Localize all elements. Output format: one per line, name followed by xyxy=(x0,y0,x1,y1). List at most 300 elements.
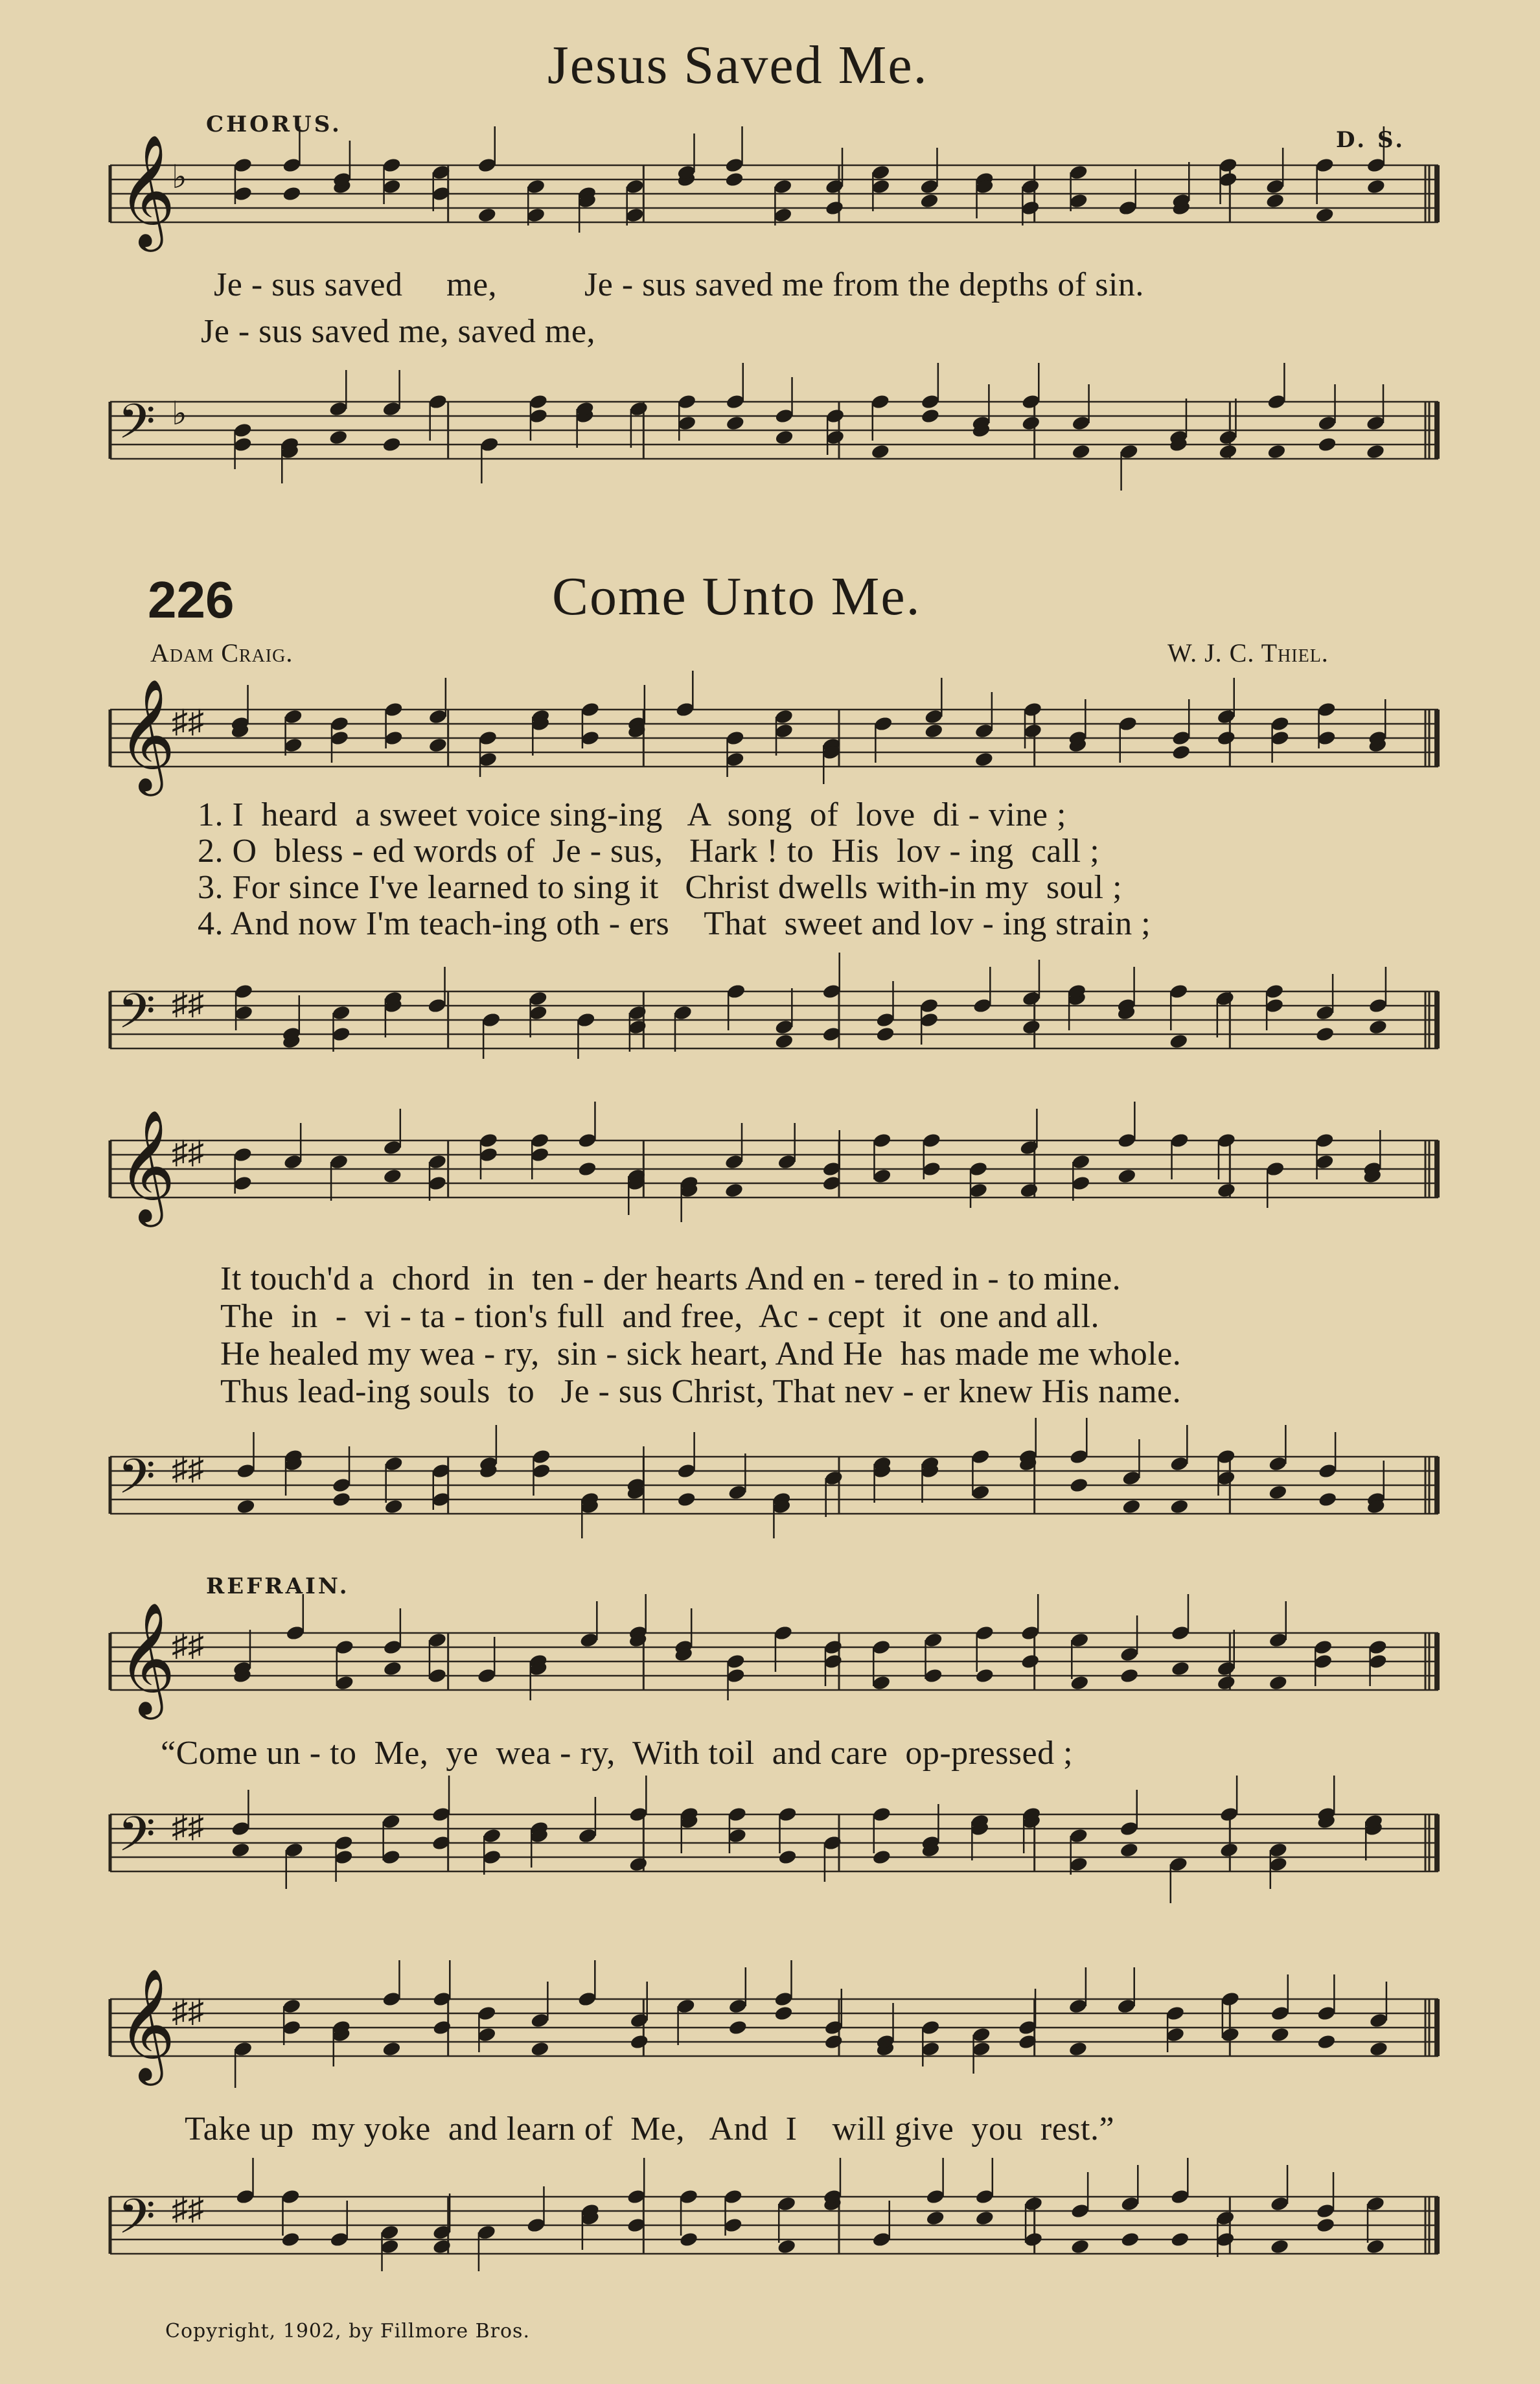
note-head xyxy=(971,1484,991,1501)
note-head xyxy=(1068,1827,1088,1844)
note-head xyxy=(284,1842,304,1858)
note-head xyxy=(236,1498,256,1515)
note-head xyxy=(1121,1470,1142,1487)
note-head xyxy=(1216,708,1236,725)
note-head xyxy=(531,1448,551,1465)
author-credit: Adam Craig. xyxy=(150,638,293,667)
note-head xyxy=(282,185,302,202)
note-head xyxy=(774,408,794,424)
note-head xyxy=(283,708,303,725)
note-head xyxy=(1318,1491,1338,1508)
note-head xyxy=(625,207,645,224)
treble-clef-icon: 𝄞 xyxy=(118,1109,176,1223)
key-signature-icon: ♯♯ xyxy=(172,1450,204,1487)
note-head xyxy=(975,2188,995,2205)
note-head xyxy=(1169,1132,1189,1149)
note-head xyxy=(231,1820,251,1837)
note-head xyxy=(1317,415,1337,432)
note-head xyxy=(384,1498,404,1515)
note-head xyxy=(1171,1660,1191,1677)
refrain-label: REFRAIN. xyxy=(206,1573,350,1599)
note-head xyxy=(1368,1019,1388,1036)
note-head xyxy=(1022,990,1042,1007)
note-head xyxy=(1313,1653,1333,1670)
note-head xyxy=(726,1653,746,1670)
verse-1-line-2: It touch'd a chord in ten - der hearts And en - tered in - to mine. xyxy=(220,1260,1121,1297)
note-head xyxy=(477,157,497,174)
note-head xyxy=(628,1806,649,1823)
note-head xyxy=(1267,443,1287,460)
verse-2-line-1: 2. O bless - ed words of Je - sus, Hark ! to His lov - ing call ; xyxy=(198,833,1100,870)
note-head xyxy=(919,997,939,1014)
note-head xyxy=(773,207,793,224)
note-head xyxy=(1170,2231,1190,2248)
ds-label: D. S. xyxy=(1336,127,1406,153)
note-head xyxy=(673,1004,693,1021)
note-head xyxy=(823,2019,844,2036)
note-head xyxy=(728,1998,748,2015)
key-signature-icon: ♯♯ xyxy=(172,1134,204,1171)
music-system-4-bass xyxy=(110,2184,1438,2268)
note-head xyxy=(1366,2238,1386,2255)
note-head xyxy=(283,1153,303,1170)
note-head xyxy=(1169,1455,1189,1472)
note-head xyxy=(1316,2203,1336,2219)
note-head xyxy=(1121,1498,1142,1515)
note-head xyxy=(872,1132,892,1149)
lyric-line: Je - sus saved me, saved me, xyxy=(201,313,595,350)
note-head xyxy=(1120,1667,1140,1684)
note-head xyxy=(1070,1674,1090,1691)
note-head xyxy=(823,1653,844,1670)
note-head xyxy=(726,1667,746,1684)
note-head xyxy=(233,422,253,439)
note-head xyxy=(825,178,845,195)
note-head xyxy=(1168,1856,1188,1873)
note-head xyxy=(774,708,794,725)
note-head xyxy=(921,2019,941,2036)
note-head xyxy=(1218,157,1238,174)
note-head xyxy=(580,730,601,746)
note-head xyxy=(777,2238,797,2255)
note-head xyxy=(577,1132,597,1149)
note-head xyxy=(1117,1168,1137,1185)
note-head xyxy=(384,1455,404,1472)
note-head xyxy=(427,997,447,1014)
note-head xyxy=(777,2195,797,2212)
note-head xyxy=(677,393,697,410)
note-head xyxy=(921,408,941,424)
note-head xyxy=(1169,1498,1189,1515)
note-head xyxy=(1070,2238,1090,2255)
note-head xyxy=(724,1153,744,1170)
note-head xyxy=(777,1849,798,1866)
note-head xyxy=(1315,157,1335,174)
note-head xyxy=(1120,1646,1140,1663)
note-head xyxy=(1070,2203,1090,2219)
note-head xyxy=(774,1625,794,1641)
note-head xyxy=(233,2041,253,2057)
note-head xyxy=(724,171,744,188)
note-head xyxy=(577,1991,597,2008)
note-head xyxy=(334,1674,354,1691)
note-head xyxy=(629,2012,649,2029)
note-head xyxy=(1171,1625,1191,1641)
note-head xyxy=(1068,164,1088,181)
note-head xyxy=(676,1463,696,1479)
note-head xyxy=(1068,192,1088,209)
note-head xyxy=(1071,415,1091,432)
note-head xyxy=(479,1132,499,1149)
note-head xyxy=(1020,200,1040,216)
note-head xyxy=(922,1132,942,1149)
note-head xyxy=(477,1667,497,1684)
note-head xyxy=(1366,415,1386,432)
note-head xyxy=(1171,730,1191,746)
note-head xyxy=(1116,1998,1136,2015)
note-head xyxy=(1024,2195,1044,2212)
note-head xyxy=(1315,1004,1335,1021)
note-head xyxy=(1270,2026,1290,2043)
note-head xyxy=(774,429,794,446)
note-head xyxy=(285,1625,305,1641)
note-head xyxy=(1021,393,1041,410)
note-head xyxy=(428,1632,448,1649)
note-head xyxy=(382,157,402,174)
key-signature-icon: ♯♯ xyxy=(172,1993,204,2030)
note-head xyxy=(383,1639,403,1656)
note-head xyxy=(725,393,745,410)
note-head xyxy=(679,2188,699,2205)
note-head xyxy=(1217,1132,1237,1149)
note-head xyxy=(428,737,448,754)
note-head xyxy=(332,1477,352,1494)
note-head xyxy=(1369,2041,1389,2057)
refrain-lyric-2: Take up my yoke and learn of Me, And I will give you rest.” xyxy=(185,2111,1115,2147)
note-head xyxy=(871,164,891,181)
note-head xyxy=(1069,1477,1089,1494)
note-head xyxy=(1215,2231,1235,2248)
note-head xyxy=(1219,1806,1239,1823)
note-head xyxy=(530,2012,550,2029)
note-head xyxy=(777,1806,798,1823)
note-head xyxy=(1368,997,1388,1014)
note-head xyxy=(1068,1998,1088,2015)
note-head xyxy=(975,2210,995,2227)
note-head xyxy=(526,178,546,195)
note-head xyxy=(1071,443,1091,460)
note-head xyxy=(1020,178,1040,195)
note-head xyxy=(1119,443,1139,460)
note-head xyxy=(1216,1660,1236,1677)
note-head xyxy=(281,2231,301,2248)
note-head xyxy=(1313,1639,1333,1656)
treble-clef-icon: 𝄞 xyxy=(118,1602,176,1715)
note-head xyxy=(1268,1674,1288,1691)
note-head xyxy=(231,1842,251,1858)
verse-2-line-2: The in - vi - ta - tion's full and free, Ac - cept it one and all. xyxy=(220,1298,1100,1335)
note-head xyxy=(875,1012,895,1028)
note-head xyxy=(774,1991,794,2008)
treble-clef-icon: 𝄞 xyxy=(118,134,176,248)
note-head xyxy=(381,1813,401,1830)
note-head xyxy=(969,1161,989,1177)
note-head xyxy=(629,2033,649,2050)
note-head xyxy=(1219,1842,1239,1858)
note-head xyxy=(825,429,845,446)
note-head xyxy=(481,1012,501,1028)
note-head xyxy=(628,1856,649,1873)
note-head xyxy=(1221,1991,1241,2008)
note-head xyxy=(526,2217,546,2234)
note-head xyxy=(823,1639,844,1656)
note-head xyxy=(329,2231,349,2248)
note-head xyxy=(725,415,745,432)
note-head xyxy=(871,1639,891,1656)
note-head xyxy=(428,1153,448,1170)
note-head xyxy=(1268,1484,1288,1501)
note-head xyxy=(725,730,745,746)
note-head xyxy=(482,1827,502,1844)
note-head xyxy=(283,737,303,754)
note-head xyxy=(428,393,448,410)
note-head xyxy=(873,715,893,732)
hymn-226-title: Come Unto Me. xyxy=(552,566,921,627)
music-system-3-treble xyxy=(110,1602,1438,1715)
note-head xyxy=(478,751,498,768)
note-head xyxy=(281,2188,301,2205)
note-head xyxy=(1120,2231,1140,2248)
note-head xyxy=(477,207,497,224)
note-head xyxy=(381,1849,401,1866)
note-head xyxy=(1366,443,1386,460)
note-head xyxy=(382,436,402,453)
note-head xyxy=(1316,701,1337,718)
composer-credit: W. J. C. Thiel. xyxy=(1167,638,1329,667)
note-head xyxy=(1120,2195,1140,2212)
verse-4-line-1: 4. And now I'm teach-ing oth - ers That sweet and lov - ing strain ; xyxy=(198,905,1151,942)
note-head xyxy=(1316,2005,1337,2022)
note-head xyxy=(477,2005,497,2022)
note-head xyxy=(925,2210,945,2227)
note-head xyxy=(332,1491,352,1508)
note-head xyxy=(1265,192,1285,209)
music-system-3-bass xyxy=(110,1801,1438,1886)
note-head xyxy=(383,1168,403,1185)
note-head xyxy=(919,178,939,195)
note-head xyxy=(329,1153,349,1170)
note-head xyxy=(235,2188,255,2205)
note-head xyxy=(1021,415,1041,432)
note-head xyxy=(1023,701,1043,718)
note-head xyxy=(1070,1632,1090,1649)
note-head xyxy=(871,178,891,195)
note-head xyxy=(923,1667,943,1684)
note-head xyxy=(1069,1448,1089,1465)
note-head xyxy=(676,1491,696,1508)
note-head xyxy=(921,393,941,410)
note-head xyxy=(330,715,350,732)
key-signature-icon: ♯♯ xyxy=(172,2190,204,2227)
note-head xyxy=(726,983,746,1000)
note-head xyxy=(969,1182,989,1199)
note-head xyxy=(234,1004,254,1021)
note-head xyxy=(576,1012,596,1028)
note-head xyxy=(578,1827,598,1844)
verse-1-line-1: 1. I heard a sweet voice sing-ing A song of love di - vine ; xyxy=(198,796,1066,833)
note-head xyxy=(774,1019,794,1036)
note-head xyxy=(330,730,350,746)
note-head xyxy=(1118,715,1138,732)
note-head xyxy=(380,2224,400,2241)
note-head xyxy=(1270,730,1290,746)
note-head xyxy=(1368,1639,1388,1656)
note-head xyxy=(428,708,448,725)
note-head xyxy=(1218,171,1238,188)
note-head xyxy=(383,1660,403,1677)
note-head xyxy=(1117,1132,1137,1149)
note-head xyxy=(477,2026,497,2043)
copyright-notice: Copyright, 1902, by Fillmore Bros. xyxy=(165,2320,530,2343)
note-head xyxy=(1270,2238,1290,2255)
note-head xyxy=(723,2217,743,2234)
note-head xyxy=(825,408,845,424)
note-head xyxy=(1270,715,1290,732)
treble-clef-icon: 𝄞 xyxy=(118,1968,176,2081)
music-system-1-treble xyxy=(110,678,1438,792)
note-head xyxy=(482,1849,502,1866)
key-signature-icon: ♯♯ xyxy=(172,703,204,740)
note-head xyxy=(1068,2041,1088,2057)
note-head xyxy=(872,1806,892,1823)
note-head xyxy=(528,1004,548,1021)
note-head xyxy=(530,2041,550,2057)
verse-3-line-1: 3. For since I've learned to sing it Christ dwells with-in my soul ; xyxy=(198,869,1123,906)
note-head xyxy=(1216,1448,1236,1465)
note-head xyxy=(972,997,993,1014)
note-head xyxy=(1215,2210,1235,2227)
note-head xyxy=(1265,1161,1285,1177)
note-head xyxy=(872,1168,892,1185)
note-head xyxy=(478,730,498,746)
note-head xyxy=(1269,1856,1289,1873)
note-head xyxy=(1316,730,1337,746)
note-head xyxy=(1169,1033,1189,1050)
note-head xyxy=(774,2005,794,2022)
note-head xyxy=(823,2033,844,2050)
note-head xyxy=(531,1463,551,1479)
bass-clef-icon: 𝄢 xyxy=(118,1448,155,1517)
note-head xyxy=(580,701,601,718)
note-head xyxy=(1368,1653,1388,1670)
note-head xyxy=(1024,2231,1044,2248)
note-head xyxy=(577,1161,597,1177)
note-head xyxy=(382,2041,402,2057)
note-head xyxy=(1315,1153,1335,1170)
treble-clef-icon: 𝄞 xyxy=(118,678,176,792)
note-head xyxy=(331,1026,351,1043)
note-head xyxy=(233,1146,253,1163)
note-head xyxy=(1118,200,1138,216)
note-head xyxy=(1218,429,1238,446)
note-head xyxy=(1315,1132,1335,1149)
note-head xyxy=(774,723,794,739)
note-head xyxy=(1171,744,1191,761)
verse-3-line-2: He healed my wea - ry, sin - sick heart, And He has made me whole. xyxy=(220,1336,1182,1372)
key-signature-icon: ♭ xyxy=(172,395,187,432)
note-head xyxy=(870,443,890,460)
note-head xyxy=(724,157,744,174)
note-head xyxy=(825,200,845,216)
note-head xyxy=(282,1998,302,2015)
note-head xyxy=(919,1012,939,1028)
key-signature-icon: ♯♯ xyxy=(172,985,204,1022)
note-head xyxy=(479,1146,499,1163)
note-head xyxy=(1315,1026,1335,1043)
note-head xyxy=(1316,2217,1336,2234)
note-head xyxy=(777,1153,797,1170)
note-head xyxy=(1166,2026,1186,2043)
bass-clef-icon: 𝄢 xyxy=(118,393,155,462)
note-head xyxy=(725,751,745,768)
note-head xyxy=(1020,1625,1040,1641)
note-head xyxy=(1316,2033,1337,2050)
note-head xyxy=(1022,1019,1042,1036)
note-head xyxy=(282,157,302,174)
note-head xyxy=(924,723,944,739)
note-head xyxy=(233,185,253,202)
note-head xyxy=(382,178,402,195)
note-head xyxy=(380,2238,400,2255)
note-head xyxy=(1218,443,1238,460)
note-head xyxy=(1265,178,1285,195)
note-head xyxy=(677,415,697,432)
note-head xyxy=(1369,2012,1389,2029)
note-head xyxy=(383,1139,403,1156)
note-head xyxy=(728,1827,748,1844)
note-head xyxy=(1216,1674,1236,1691)
note-head xyxy=(282,2019,302,2036)
note-head xyxy=(728,1484,748,1501)
note-head xyxy=(723,2188,743,2205)
note-head xyxy=(528,990,548,1007)
note-head xyxy=(1119,1842,1139,1858)
note-head xyxy=(872,1849,892,1866)
hymn-number: 226 xyxy=(148,571,235,629)
note-head xyxy=(1215,990,1235,1007)
note-head xyxy=(1169,983,1189,1000)
music-system-1-bass xyxy=(110,978,1438,1063)
note-head xyxy=(382,400,402,417)
note-head xyxy=(1270,2005,1290,2022)
note-head xyxy=(334,1849,354,1866)
hymn-225-title: Jesus Saved Me. xyxy=(547,35,928,95)
note-head xyxy=(384,730,404,746)
note-head xyxy=(1265,997,1285,1014)
note-head xyxy=(529,393,549,410)
bass-clef-icon: 𝄢 xyxy=(118,1806,155,1875)
note-head xyxy=(923,1632,943,1649)
note-head xyxy=(925,2188,945,2205)
note-head xyxy=(1170,2188,1190,2205)
note-head xyxy=(1267,393,1287,410)
note-head xyxy=(871,1674,891,1691)
note-head xyxy=(974,751,994,768)
note-head xyxy=(823,1470,844,1487)
note-head xyxy=(328,400,349,417)
note-head xyxy=(871,2231,891,2248)
note-head xyxy=(870,393,890,410)
